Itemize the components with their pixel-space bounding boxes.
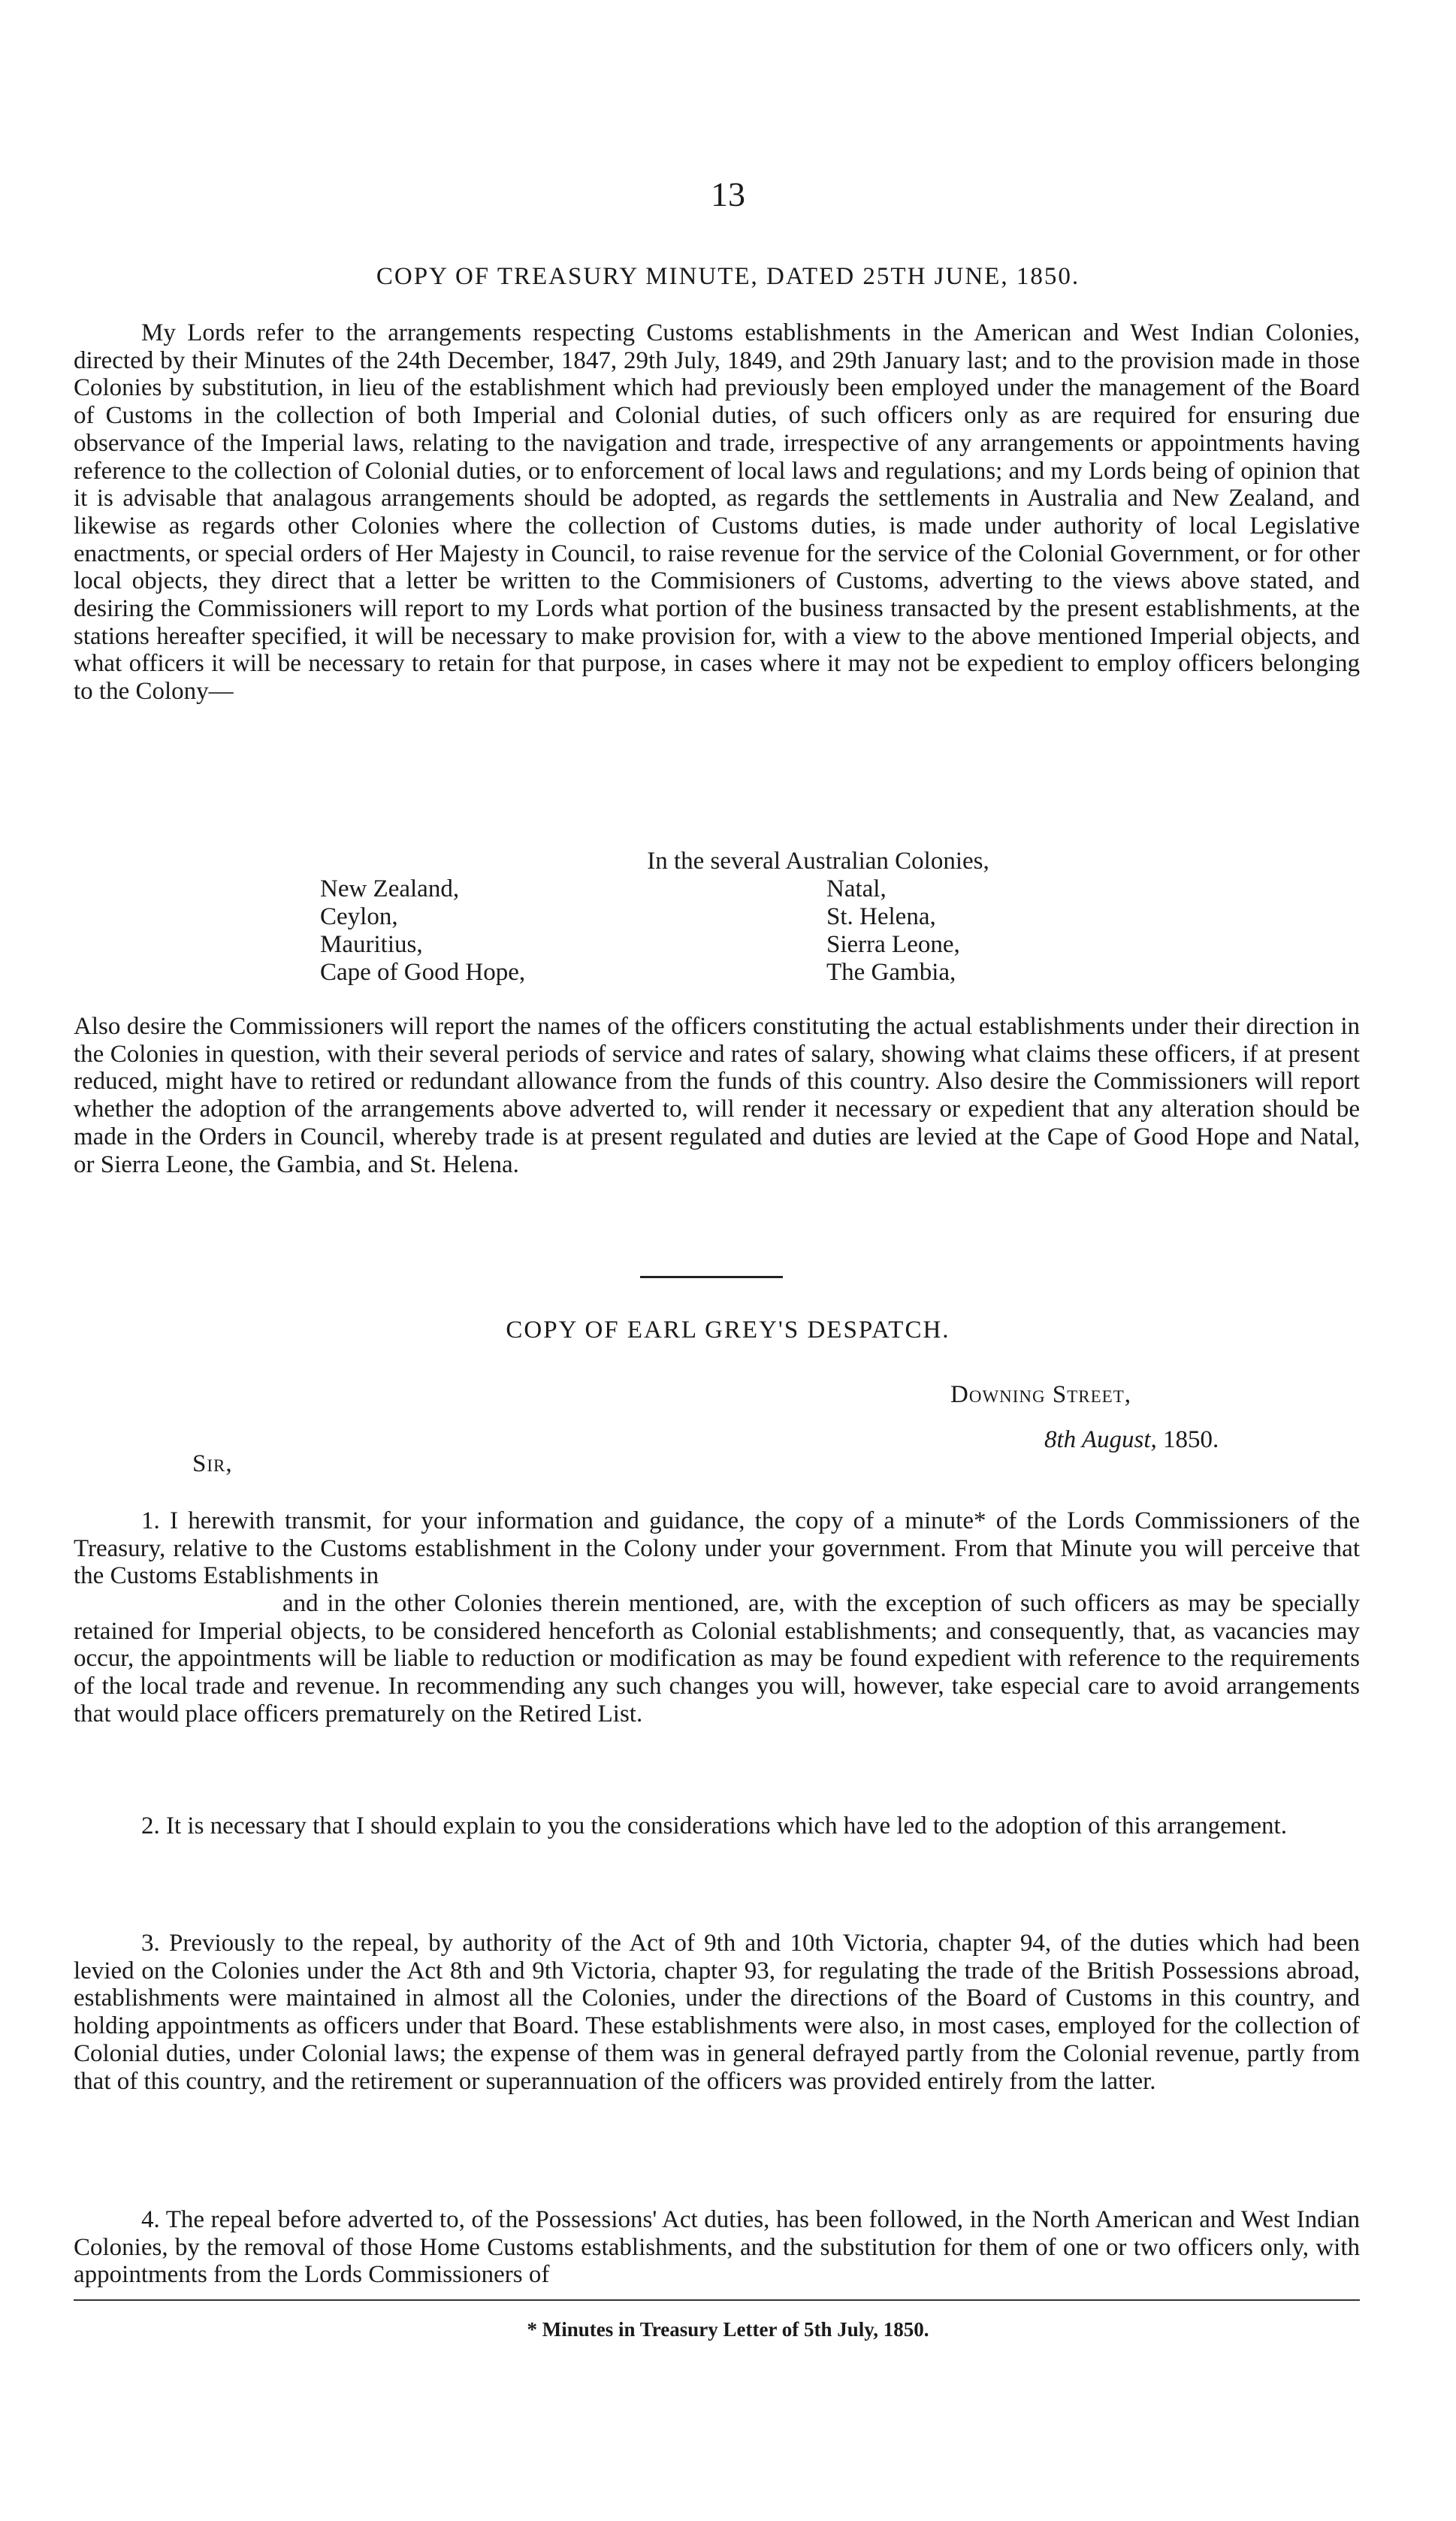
colony-item: Ceylon, — [320, 903, 398, 930]
colony-item: Sierra Leone, — [826, 931, 960, 958]
minute-paragraph-1: My Lords refer to the arrangements respecting Customs establishments in the American and West Indian Colonies, directed by their Minutes of the 24th December, 1847, 29th July, 1849, and 29th January last; and to the provision made in those Colonies by substitution, in lieu of the establishment which had previously been employed under the management of the Board of Customs in the collection of both Imperial and Colonial duties, of such officers only as are required for ensuring due observance of the Imperial laws, relating to the navigation and trade, irrespective of any arrangements or appointments having reference to the collection of Colonial duties, or to enforcement of local laws and regulations; and my Lords being of opinion that it is advisable that analagous arrangements should be adopted, as regards the settlements in Australia and New Zealand, and likewise as regards other Colonies where the collection of Customs duties, is made under authority of local Legislative enactments, or special orders of Her Majesty in Council, to raise revenue for the service of the Colonial Government, or for other local objects, they direct that a letter be written to the Commisioners of Customs, adverting to the views above stated, and desiring the Commissioners will report to my Lords what portion of the business transacted by the present establishments, at the stations hereafter specified, it will be necessary to make provision for, with a view to the above mentioned Imperial objects, and what officers it will be necessary to retain for that purpose, in cases where it may not be expedient to employ officers belonging to the Colony— — [74, 319, 1360, 706]
colonies-left-column — [320, 875, 525, 987]
colony-item: Cape of Good Hope, — [320, 959, 526, 986]
section-divider — [640, 1276, 783, 1278]
despatch-title: COPY OF EARL GREY'S DESPATCH. — [506, 1316, 950, 1344]
colonies-intro: In the several Australian Colonies, — [647, 848, 989, 875]
despatch-salutation: Sir, — [192, 1450, 233, 1477]
despatch-date-day: 8th August, — [1044, 1426, 1157, 1453]
colony-item: St. Helena, — [826, 903, 936, 930]
despatch-paragraph-1a: 1. I herewith transmit, for your information and guidance, the copy of a minute* of the Lords Commissioners of the Treasury, relative to the Customs establishment in the Colony under your government. From that Minute you will perceive that the Customs Establishments in — [74, 1507, 1360, 1590]
despatch-paragraph-2: 2. It is necessary that I should explain to you the considerations which have led to the adoption of this arrangement. — [141, 1812, 1287, 1839]
despatch-paragraph-1b: and in the other Colonies therein mentioned, are, with the exception of such officers as may be specially retained for Imperial objects, to be considered henceforth as Colonial establishments; and consequently, that, as vacancies may occur, the appointments will be liable to reduction or modification as may be found expedient with reference to the requirements of the local trade and revenue. In recommending any such changes you will, however, take especial care to avoid arrangements that would place officers prematurely on the Retired List. — [74, 1590, 1360, 1728]
footnote: * Minutes in Treasury Letter of 5th July, 1850. — [527, 2318, 929, 2341]
despatch-paragraph-4: 4. The repeal before adverted to, of the Possessions' Act duties, has been followed, in the North American and West Indian Colonies, by the removal of those Home Customs establishments, and the substitution for them of one or two officers only, with appointments from the Lords Commissioners of — [74, 2206, 1360, 2289]
despatch-paragraph-3: 3. Previously to the repeal, by authority of the Act of 9th and 10th Victoria, chapter 94, of the duties which had been levied on the Colonies under the Act 8th and 9th Victoria, chapter 93, for regulating the trade of the British Possessions abroad, establishments were maintained in almost all the Colonies, under the directions of the Board of Customs in this country, and holding appointments as officers under that Board. These establishments were also, in most cases, employed for the collection of Colonial duties, under Colonial laws; the expense of them was in general defrayed partly from the Colonial revenue, partly from that of this country, and the retirement or superannuation of the officers was provided entirely from the latter. — [74, 1930, 1360, 2095]
minute-title: COPY OF TREASURY MINUTE, DATED 25TH JUNE, 1850. — [376, 263, 1080, 290]
despatch-date-year: 1850. — [1163, 1426, 1219, 1453]
colony-item: Natal, — [826, 875, 887, 902]
colony-item: New Zealand, — [320, 875, 460, 902]
footnote-rule — [74, 2299, 1360, 2301]
colony-item: The Gambia, — [826, 959, 956, 986]
despatch-address: Downing Street, — [950, 1381, 1132, 1408]
colony-item: Mauritius, — [320, 931, 423, 958]
page-number: 13 — [711, 175, 745, 213]
despatch-date — [1044, 1426, 1219, 1454]
colonies-right-column — [826, 875, 960, 987]
minute-paragraph-2: Also desire the Commissioners will report the names of the officers constituting the actual establishments under their direction in the Colonies in question, with their several periods of service and rates of salary, showing what claims these officers, if at present reduced, might have to retired or redundant allowance from the funds of this country. Also desire the Commissioners will report whether the adoption of the arrangements above adverted to, will render it necessary or expedient that any alteration should be made in the Orders in Council, whereby trade is at present regulated and duties are levied at the Cape of Good Hope and Natal, or Sierra Leone, the Gambia, and St. Helena. — [74, 1013, 1360, 1178]
